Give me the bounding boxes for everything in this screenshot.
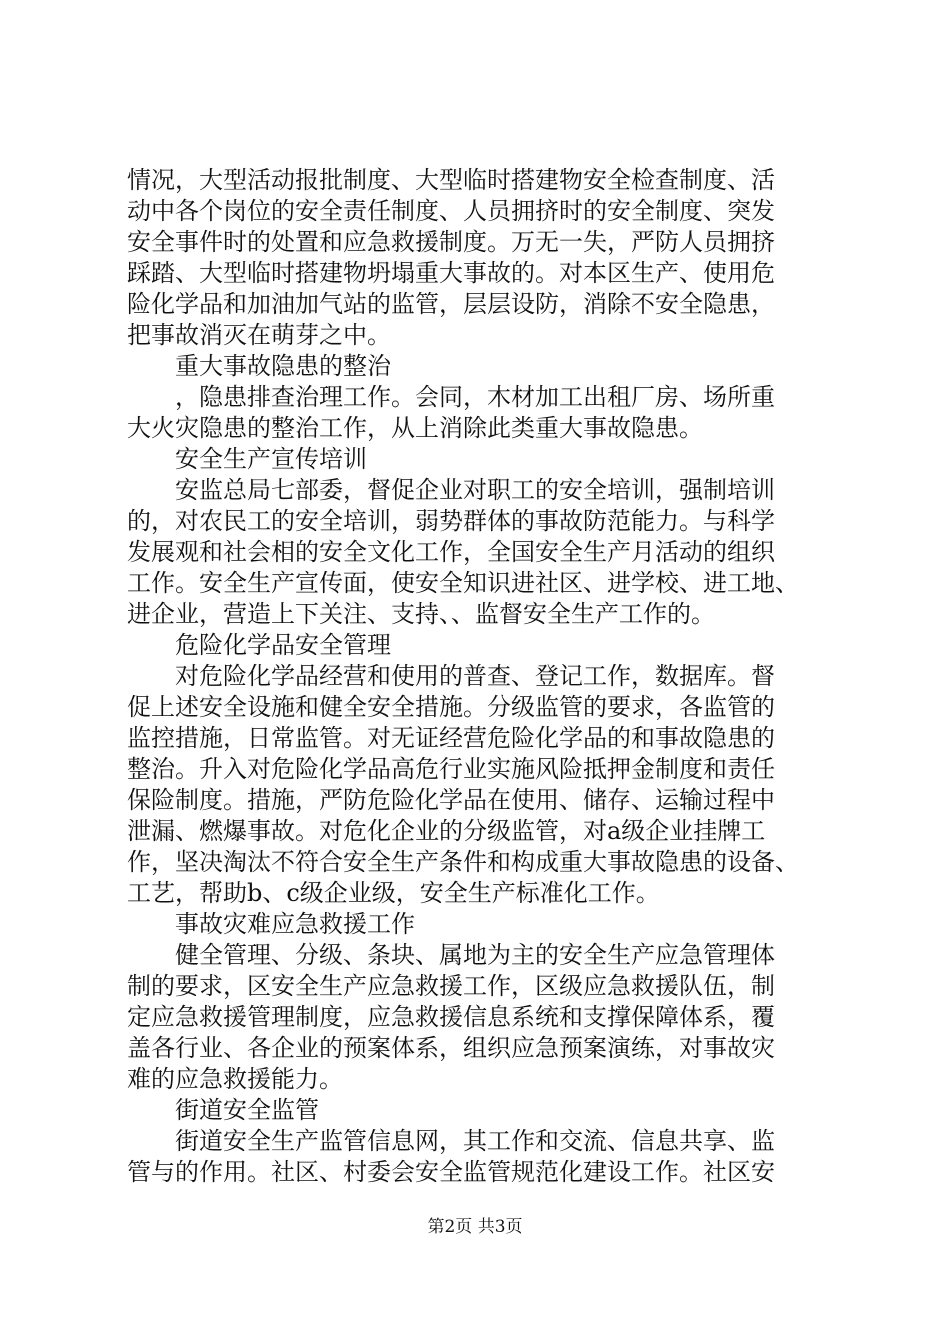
page-footer: 第2页 共3页 [427, 1217, 523, 1237]
section-heading: 重大事故隐患的整治 [175, 352, 391, 380]
document-body [127, 165, 852, 1188]
text-line: 踩踏、大型临时搭建物坍塌重大事故的。对本区生产、使用危 [127, 259, 775, 287]
text-line: 定应急救援管理制度，应急救援信息系统和支撑保障体系，覆 [127, 1003, 775, 1031]
section-heading: 街道安全监管 [175, 1096, 319, 1124]
text-line: 安全事件时的处置和应急救援制度。万无一失，严防人员拥挤 [127, 228, 775, 256]
section-heading: 危险化学品安全管理 [175, 631, 391, 659]
text-line: 安监总局七部委，督促企业对职工的安全培训，强制培训 [175, 476, 775, 504]
section-heading: 安全生产宣传培训 [175, 445, 367, 473]
text-line: 街道安全生产监管信息网，其工作和交流、信息共享、监 [175, 1127, 775, 1155]
text-line: 管与的作用。社区、村委会安全监管规范化建设工作。社区安 [127, 1158, 775, 1186]
text-line: ，隐患排查治理工作。会同，木材加工出租厂房、场所重 [175, 383, 775, 411]
section-heading: 事故灾难应急救援工作 [175, 910, 415, 938]
text-line: 的，对农民工的安全培训，弱势群体的事故防范能力。与科学 [127, 507, 775, 535]
text-line: 动中各个岗位的安全责任制度、人员拥挤时的安全制度、突发 [127, 197, 775, 225]
text-line: 作，坚决淘汰不符合安全生产条件和构成重大事故隐患的设备、 [127, 848, 799, 876]
text-line: 情况，大型活动报批制度、大型临时搭建物安全检查制度、活 [127, 166, 775, 194]
text-line: 保险制度。措施，严防危险化学品在使用、储存、运输过程中 [127, 786, 775, 814]
text-line: 促上述安全设施和健全安全措施。分级监管的要求，各监管的 [127, 693, 775, 721]
text-line: 把事故消灭在萌芽之中。 [127, 321, 391, 349]
text-line: 健全管理、分级、条块、属地为主的安全生产应急管理体 [175, 941, 775, 969]
text-line: 险化学品和加油加气站的监管，层层设防，消除不安全隐患， [127, 290, 775, 318]
text-line: 监控措施，日常监管。对无证经营危险化学品的和事故隐患的 [127, 724, 775, 752]
text-line: 工作。安全生产宣传面，使安全知识进社区、进学校、进工地、 [127, 569, 799, 597]
text-line: 对危险化学品经营和使用的普查、登记工作，数据库。督 [175, 662, 775, 690]
text-line: 进企业，营造上下关注、支持、、监督安全生产工作的。 [127, 600, 715, 628]
text-line: 泄漏、燃爆事故。对危化企业的分级监管，对a级企业挂牌工 [127, 817, 766, 845]
text-line: 难的应急救援能力。 [127, 1065, 343, 1093]
text-line: 整治。升入对危险化学品高危行业实施风险抵押金制度和责任 [127, 755, 775, 783]
text-line: 大火灾隐患的整治工作，从上消除此类重大事故隐患。 [127, 414, 703, 442]
text-line: 工艺，帮助b、c级企业级，安全生产标准化工作。 [127, 879, 660, 907]
text-line: 制的要求，区安全生产应急救援工作，区级应急救援队伍，制 [127, 972, 775, 1000]
text-line: 发展观和社会相的安全文化工作，全国安全生产月活动的组织 [127, 538, 775, 566]
text-line: 盖各行业、各企业的预案体系，组织应急预案演练，对事故灾 [127, 1034, 775, 1062]
